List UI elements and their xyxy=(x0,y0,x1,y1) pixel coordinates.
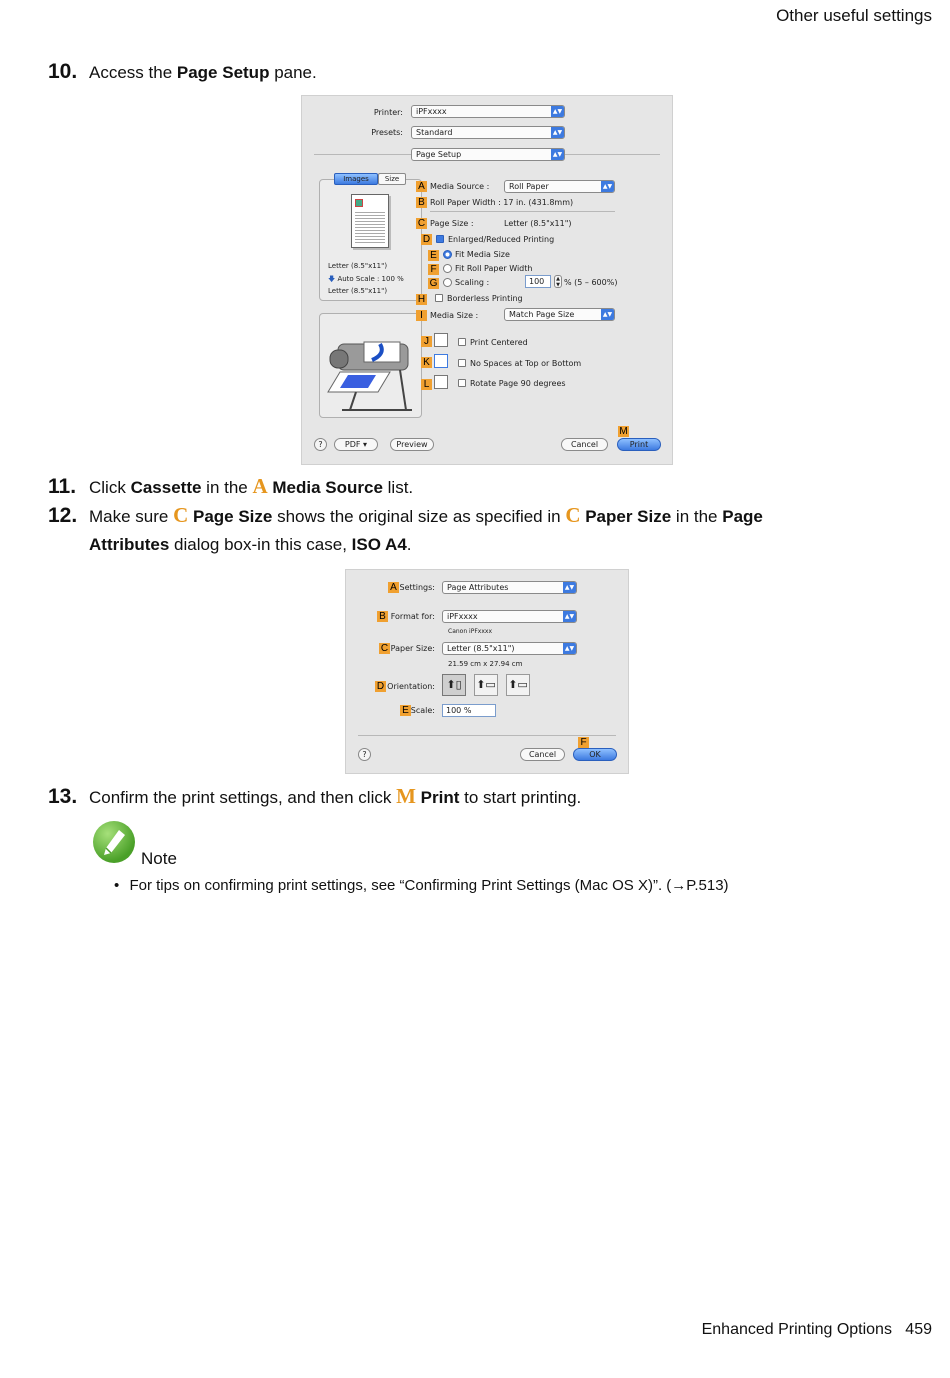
step-text: . xyxy=(406,535,412,554)
orientation-landscape-reverse-button[interactable] xyxy=(506,674,530,696)
marker-c: C xyxy=(565,503,581,527)
borderless-checkbox[interactable] xyxy=(435,294,443,302)
popup-arrow-icon: ▲▼ xyxy=(564,645,575,652)
marker-m: M xyxy=(396,784,416,808)
badge-k: K xyxy=(421,357,432,368)
media-size-popup[interactable] xyxy=(504,308,615,321)
scaling-radio[interactable] xyxy=(443,278,452,287)
step-text: Make sure xyxy=(89,507,174,526)
ok-button[interactable]: OK xyxy=(573,748,617,761)
step-number: 13. xyxy=(48,785,78,808)
fit-roll-radio[interactable] xyxy=(443,264,452,273)
print-centered-icon xyxy=(434,333,448,347)
step-text: Confirm the print settings, and then click xyxy=(89,788,397,807)
note-title: Note xyxy=(141,849,177,868)
preview-info-3: Letter (8.5"x11") xyxy=(328,287,388,295)
marker-c: C xyxy=(173,503,189,527)
preview-text-lines xyxy=(355,210,385,244)
step-bold: Media Source xyxy=(267,478,383,497)
badge-f: F xyxy=(428,264,439,275)
pdf-button[interactable]: PDF ▾ xyxy=(334,438,378,451)
printer-label: Printer: xyxy=(373,108,403,117)
scaling-stepper[interactable]: ▲ ▼ xyxy=(554,275,562,288)
format-for-popup[interactable] xyxy=(442,610,577,623)
settings-label: Settings: xyxy=(399,583,435,592)
page-preview-thumbnail xyxy=(351,194,389,248)
page-size-value: Letter (8.5"x11") xyxy=(504,219,572,228)
step-13 xyxy=(48,782,581,812)
step-text: in the xyxy=(201,478,253,497)
rotate-label: Rotate Page 90 degrees xyxy=(470,379,566,388)
step-12 xyxy=(48,501,763,531)
tab-images[interactable]: Images xyxy=(334,173,378,185)
step-text: shows the original size as specified in xyxy=(272,507,566,526)
step-number: 12. xyxy=(48,504,78,527)
badge-j: J xyxy=(421,336,432,347)
page-size-label: Page Size : xyxy=(430,219,474,228)
popup-arrow-icon: ▲▼ xyxy=(564,584,575,591)
rotate-page-icon xyxy=(434,375,448,389)
step-bold: Print xyxy=(415,788,460,807)
no-spaces-checkbox[interactable] xyxy=(458,359,466,367)
media-size-label: Media Size : xyxy=(430,311,479,320)
enlarged-checkbox[interactable] xyxy=(436,235,444,243)
orientation-portrait-button[interactable] xyxy=(442,674,466,696)
presets-popup[interactable] xyxy=(411,126,565,139)
presets-label: Presets: xyxy=(371,128,403,137)
step-11 xyxy=(48,472,413,502)
print-centered-label: Print Centered xyxy=(470,338,528,347)
step-text: pane. xyxy=(269,63,317,82)
no-spaces-label: No Spaces at Top or Bottom xyxy=(470,359,582,368)
fit-media-label: Fit Media Size xyxy=(455,250,510,259)
rotate-checkbox[interactable] xyxy=(458,379,466,387)
step-10 xyxy=(48,57,317,87)
preview-info-2-text: Auto Scale : 100 % xyxy=(337,275,404,283)
printer-value: iPFxxxx xyxy=(416,107,447,116)
popup-arrow-icon: ▲▼ xyxy=(552,129,563,136)
step-bold: Cassette xyxy=(130,478,202,497)
badge-c: C xyxy=(417,218,426,229)
note-pencil-icon xyxy=(93,821,135,863)
badge-b: B xyxy=(416,197,427,208)
preview-info-2 xyxy=(328,275,404,286)
badge-g: G xyxy=(429,278,438,289)
media-source-popup[interactable] xyxy=(504,180,615,193)
step-bold: Attributes xyxy=(89,535,170,554)
preview-info-1: Letter (8.5"x11") xyxy=(328,262,388,270)
step-bold: Page Size xyxy=(188,507,273,526)
badge-h: H xyxy=(417,294,426,305)
preview-image-icon xyxy=(355,199,363,207)
paper-size-label: Paper Size: xyxy=(390,644,435,653)
no-spaces-icon xyxy=(434,354,448,368)
print-dialog-screenshot xyxy=(301,95,673,465)
scaling-input[interactable]: 100 xyxy=(525,275,551,288)
badge-l: L xyxy=(421,379,432,390)
paper-size-value: Letter (8.5"x11") xyxy=(447,644,515,653)
marker-a: A xyxy=(252,474,268,498)
pane-popup[interactable] xyxy=(411,148,565,161)
help-button[interactable]: ? xyxy=(314,438,327,451)
printer-illustration-panel xyxy=(319,313,422,418)
fit-media-radio[interactable] xyxy=(443,250,452,259)
popup-arrow-icon: ▲▼ xyxy=(552,108,563,115)
roll-paper-width: Roll Paper Width : 17 in. (431.8mm) xyxy=(430,198,574,207)
pencil-icon xyxy=(99,827,129,857)
step-text: in the xyxy=(671,507,723,526)
step-number: 11. xyxy=(48,475,77,498)
badge-a: A xyxy=(388,582,399,593)
badge-a: A xyxy=(416,181,427,192)
page-attributes-dialog-screenshot xyxy=(345,569,629,774)
landscape-icon: ⬆▭ xyxy=(476,678,496,691)
running-header: Other useful settings xyxy=(776,6,932,25)
portrait-icon: ⬆▯ xyxy=(446,678,462,691)
format-for-subtitle: Canon iPFxxxx xyxy=(448,628,492,635)
footer-chapter: Enhanced Printing Options xyxy=(701,1321,892,1338)
presets-value: Standard xyxy=(416,128,453,137)
step-text: Access the xyxy=(89,63,177,82)
cancel-button[interactable]: Cancel xyxy=(561,438,608,451)
down-arrow-icon: 🡇 xyxy=(328,275,336,283)
note-item xyxy=(114,876,729,896)
step-text: dialog box-in this case, xyxy=(169,535,352,554)
step-bold: Page Setup xyxy=(176,63,270,82)
scale-label: Scale: xyxy=(410,706,435,715)
settings-popup[interactable] xyxy=(442,581,577,594)
step-bold: Paper Size xyxy=(580,507,672,526)
step-number: 10. xyxy=(48,60,78,83)
print-centered-checkbox[interactable] xyxy=(458,338,466,346)
badge-f: F xyxy=(578,737,589,748)
badge-e: E xyxy=(400,705,411,716)
help-button[interactable]: ? xyxy=(358,748,371,761)
badge-i: I xyxy=(416,310,427,321)
bullet: • xyxy=(114,877,120,894)
running-footer xyxy=(702,1321,932,1339)
format-for-label: Format for: xyxy=(390,612,435,621)
badge-d: D xyxy=(376,681,385,692)
popup-arrow-icon: ▲▼ xyxy=(602,183,613,190)
divider xyxy=(430,211,615,212)
media-source-value: Roll Paper xyxy=(509,182,549,191)
landscape-reverse-icon: ⬆▭ xyxy=(508,678,528,691)
cancel-button[interactable]: Cancel xyxy=(520,748,565,761)
badge-b: B xyxy=(377,611,388,622)
step-bold: Page xyxy=(722,507,763,526)
pane-value: Page Setup xyxy=(416,150,462,159)
step-text: to start printing. xyxy=(459,788,582,807)
note-text: For tips on confirming print settings, see “Confirming Print Settings (Mac OS X)”. (→P.513) xyxy=(129,877,729,894)
badge-e: E xyxy=(428,250,439,261)
format-for-value: iPFxxxx xyxy=(447,612,478,621)
page-number: 459 xyxy=(905,1321,932,1338)
step-12-continued xyxy=(89,530,412,559)
badge-c: C xyxy=(380,643,389,654)
paper-size-popup[interactable] xyxy=(442,642,577,655)
enlarged-label: Enlarged/Reduced Printing xyxy=(448,235,555,244)
printer-popup[interactable] xyxy=(411,105,565,118)
paper-size-dimensions: 21.59 cm x 27.94 cm xyxy=(448,660,523,668)
scaling-range: % (5 – 600%) xyxy=(564,278,618,287)
step-text: list. xyxy=(382,478,414,497)
step-bold: ISO A4 xyxy=(351,535,407,554)
popup-arrow-icon: ▲▼ xyxy=(552,151,563,158)
orientation-landscape-button[interactable] xyxy=(474,674,498,696)
step-text: Click xyxy=(89,478,131,497)
settings-value: Page Attributes xyxy=(447,583,509,592)
print-button[interactable]: Print xyxy=(617,438,661,451)
orientation-label: Orientation: xyxy=(387,682,435,691)
tab-size[interactable]: Size xyxy=(378,173,406,185)
popup-arrow-icon: ▲▼ xyxy=(602,311,613,318)
preview-button[interactable]: Preview xyxy=(390,438,434,451)
scaling-label: Scaling : xyxy=(455,278,490,287)
media-size-value: Match Page Size xyxy=(509,310,575,319)
badge-m: M xyxy=(619,426,628,437)
scale-input[interactable]: 100 % xyxy=(442,704,496,717)
large-format-printer-icon xyxy=(320,314,420,414)
fit-roll-label: Fit Roll Paper Width xyxy=(455,264,533,273)
popup-arrow-icon: ▲▼ xyxy=(564,613,575,620)
borderless-label: Borderless Printing xyxy=(447,294,523,303)
media-source-label: Media Source : xyxy=(430,182,490,191)
badge-d: D xyxy=(422,234,431,245)
divider xyxy=(358,735,616,736)
